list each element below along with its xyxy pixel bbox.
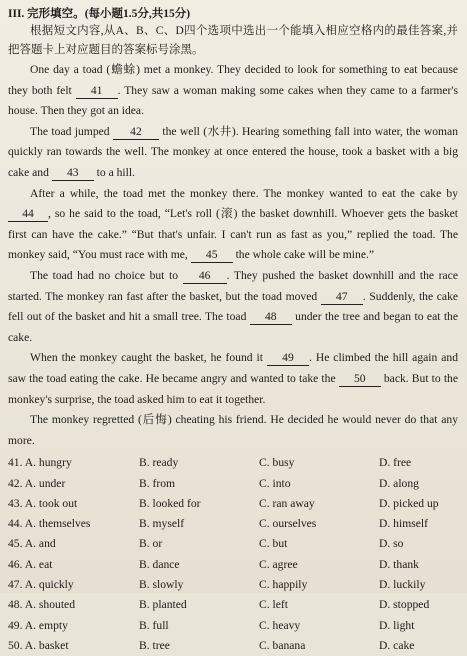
blank-49: 49 <box>267 351 309 366</box>
option-a: 50. A. basket <box>8 638 69 652</box>
passage-text: back. But to the monkey's surprise, the toad asked him to eat it together. <box>8 371 458 406</box>
question-row <box>8 595 458 615</box>
question-row <box>8 453 458 473</box>
option-d: D. picked up <box>379 496 439 510</box>
blank-41: 41 <box>76 84 118 99</box>
passage-text: When the monkey caught the basket, he found it <box>30 351 267 365</box>
options-table <box>8 453 458 656</box>
passage-paragraph-2 <box>8 122 458 184</box>
option-d: D. light <box>379 618 415 632</box>
passage-text: . He climbed the hill again and saw the toad eating the cake. He became angry and wanted to take the <box>8 351 459 385</box>
option-b: B. full <box>139 618 169 632</box>
option-c: C. agree <box>259 557 298 571</box>
question-row <box>8 616 458 636</box>
option-b: B. planted <box>139 598 187 612</box>
option-a: 44. A. themselves <box>8 517 91 531</box>
blank-48: 48 <box>250 310 292 325</box>
option-d: D. along <box>379 476 419 490</box>
option-d: D. stopped <box>379 598 430 612</box>
passage-text: . They saw a woman making some cakes when they came to a farmer's house. Then they got an idea. <box>8 83 458 118</box>
blank-42: 42 <box>113 125 159 140</box>
passage-text: , so he said to the toad, “Let's roll (滚) the basket downhill. Whoever gets the basket first can have the cake.” “But that's unfair. I can't run as fast as you,” replied the toad. The monkey said, “You must race with me, <box>8 207 458 262</box>
passage-text: The monkey regretted (后悔) cheating his friend. He decided he would never do that any more. <box>8 413 458 447</box>
passage-text: After a while, the toad met the monkey there. The monkey wanted to eat the cake by <box>30 186 458 200</box>
option-d: D. thank <box>379 557 419 571</box>
option-a: 45. A. and <box>8 537 56 551</box>
section-heading <box>8 7 458 22</box>
passage-text: . They pushed the basket downhill and the race started. The monkey ran fast after the basket, but the toad moved <box>8 268 458 303</box>
blank-44: 44 <box>8 207 48 222</box>
option-a: 47. A. quickly <box>8 578 74 592</box>
option-c: C. into <box>259 476 291 490</box>
section-score-note: (每小题1.5分,共15分) <box>84 8 191 20</box>
passage-paragraph-5 <box>8 348 458 410</box>
question-row <box>8 494 458 514</box>
question-row <box>8 575 458 595</box>
instructions: 根据短文内容,从A、B、C、D四个选项中选出一个能填入相应空格内的最佳答案,并把答题卡上对应题目的答案标号涂黑。 <box>8 25 458 56</box>
passage-paragraph-1 <box>8 60 458 122</box>
option-d: D. himself <box>379 517 428 531</box>
option-c: C. left <box>259 598 288 612</box>
option-c: C. ourselves <box>259 517 317 531</box>
passage-text: to a hill. <box>93 165 135 179</box>
option-b: B. or <box>139 537 163 551</box>
option-a: 48. A. shouted <box>8 598 75 612</box>
option-a: 41. A. hungry <box>8 456 72 470</box>
blank-45: 45 <box>191 248 233 263</box>
option-a: 43. A. took out <box>8 496 78 510</box>
option-c: C. busy <box>259 456 295 470</box>
blank-46: 46 <box>183 269 227 284</box>
passage-text: the whole cake will be mine.” <box>232 248 375 262</box>
section-title: III. 完形填空。 <box>8 8 85 20</box>
option-b: B. ready <box>139 456 179 470</box>
passage-paragraph-6 <box>8 410 458 451</box>
option-b: B. tree <box>139 638 170 652</box>
blank-50: 50 <box>339 372 381 387</box>
option-d: D. luckily <box>379 578 426 592</box>
option-c: C. banana <box>259 638 306 652</box>
option-d: D. cake <box>379 638 415 652</box>
option-c: C. heavy <box>259 618 301 632</box>
passage-text: The toad jumped <box>30 124 113 138</box>
passage-text: One day a toad (蟾蜍) met a monkey. They decided to look for something to eat because they both felt <box>8 63 458 97</box>
blank-47: 47 <box>321 290 363 305</box>
option-c: C. ran away <box>259 496 315 510</box>
option-b: B. myself <box>139 517 185 531</box>
option-a: 42. A. under <box>8 476 66 490</box>
question-row <box>8 636 458 656</box>
question-row <box>8 555 458 575</box>
passage-text: under the tree and began to eat the cake. <box>8 310 458 344</box>
blank-43: 43 <box>52 166 94 181</box>
option-d: D. so <box>379 537 404 551</box>
passage-text: the well (水井). Hearing something fall into water, the woman quickly ran towards the well. The monkey at once entered the house, took a basket with a big cake and <box>8 124 458 179</box>
option-d: D. free <box>379 456 412 470</box>
question-row <box>8 534 458 554</box>
option-b: B. dance <box>139 557 180 571</box>
option-a: 46. A. eat <box>8 557 53 571</box>
question-row <box>8 474 458 494</box>
question-row <box>8 514 458 534</box>
option-c: C. but <box>259 537 288 551</box>
option-a: 49. A. empty <box>8 618 68 632</box>
option-c: C. happily <box>259 578 308 592</box>
option-b: B. looked for <box>139 496 201 510</box>
option-b: B. from <box>139 476 176 490</box>
passage-paragraph-4 <box>8 266 458 348</box>
passage-paragraph-3 <box>8 184 458 266</box>
passage-text: . Suddenly, the cake fell out of the basket and hit a small tree. The toad <box>8 289 459 324</box>
option-b: B. slowly <box>139 578 184 592</box>
passage-text: The toad had no choice but to <box>30 268 183 282</box>
